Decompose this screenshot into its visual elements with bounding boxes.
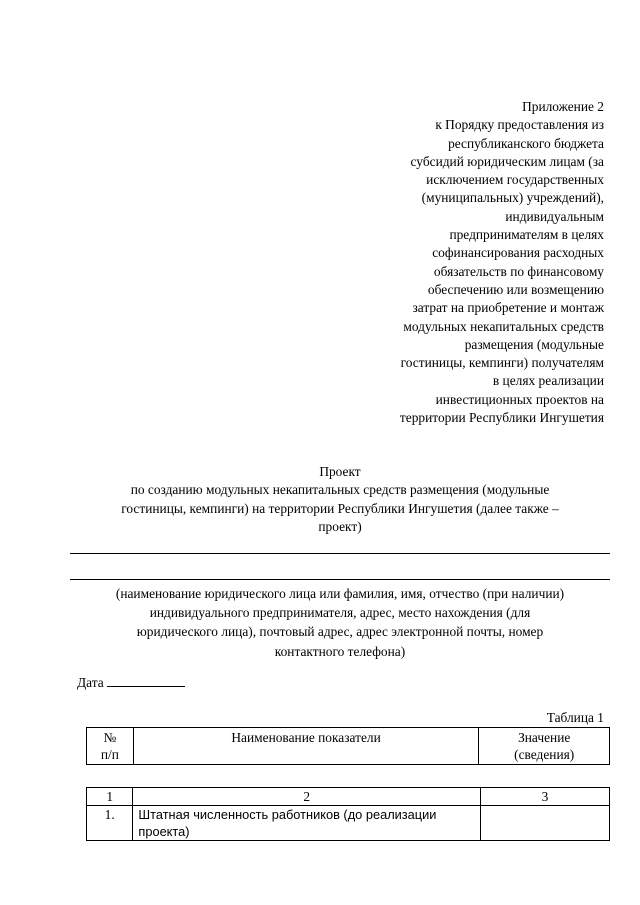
note-line: (наименование юридического лица или фамилия, имя, отчество (при наличии) bbox=[115, 586, 565, 601]
appendix-line: обязательств по финансовому bbox=[433, 263, 604, 279]
appendix-line: модульных некапитальных средств bbox=[403, 318, 604, 334]
note-line: юридического лица), почтовый адрес, адрес электронной почты, номер bbox=[136, 624, 544, 640]
title-line: Проект bbox=[319, 464, 361, 479]
fill-in-line bbox=[70, 579, 610, 580]
appendix-line: софинансирования расходных bbox=[432, 245, 604, 261]
data-table bbox=[86, 787, 610, 841]
appendix-line: исключением государственных bbox=[426, 172, 604, 188]
table-cell-value[interactable] bbox=[480, 806, 609, 841]
title-line: по созданию модульных некапитальных средств размещения (модульные bbox=[130, 482, 550, 498]
document-title bbox=[70, 463, 610, 536]
note-line: индивидуального предпринимателя, адрес, место нахождения (для bbox=[149, 605, 531, 621]
appendix-line: затрат на приобретение и монтаж bbox=[412, 300, 604, 316]
header-number-line: № bbox=[103, 730, 117, 745]
note-line: контактного телефона) bbox=[274, 643, 406, 659]
appendix-heading bbox=[304, 98, 604, 427]
appendix-line: Приложение 2 bbox=[522, 99, 604, 114]
fill-in-line bbox=[70, 553, 610, 554]
appendix-line: субсидий юридическим лицам (за bbox=[410, 153, 604, 169]
header-number-line: п/п bbox=[100, 747, 119, 762]
appendix-line: в целях реализации bbox=[492, 373, 604, 389]
appendix-line: республиканского бюджета bbox=[448, 135, 604, 151]
title-line: гостиницы, кемпинги) на территории Республики Ингушетия (далее также – bbox=[121, 500, 559, 516]
table-cell: 3 bbox=[480, 788, 609, 806]
header-indicator: Наименование показатели bbox=[133, 728, 479, 765]
cell-line: Штатная численность работников (до реализации bbox=[138, 807, 437, 822]
appendix-line: гостиницы, кемпинги) получателям bbox=[400, 355, 604, 371]
appendix-line: предпринимателям в целях bbox=[449, 227, 604, 243]
appendix-line: инвестиционных проектов на bbox=[435, 391, 604, 407]
table-cell: 1 bbox=[87, 788, 133, 806]
table-row bbox=[87, 806, 610, 841]
table-cell: 1. bbox=[87, 806, 133, 841]
table-cell: 2 bbox=[133, 788, 481, 806]
header-value-line: (сведения) bbox=[514, 747, 575, 762]
table-cell bbox=[133, 806, 481, 841]
appendix-line: территории Республики Ингушетия bbox=[399, 410, 604, 426]
appendix-line: индивидуальным bbox=[505, 208, 604, 224]
appendix-line: к Порядку предоставления из bbox=[435, 117, 604, 133]
applicant-note bbox=[70, 584, 610, 661]
appendix-line: размещения (модульные bbox=[464, 336, 604, 352]
table-label: Таблица 1 bbox=[546, 710, 604, 725]
title-line: проект) bbox=[318, 518, 362, 534]
table-header bbox=[86, 727, 610, 765]
appendix-line: обеспечению или возмещению bbox=[427, 281, 604, 297]
table-row bbox=[87, 788, 610, 806]
appendix-line: (муниципальных) учреждений), bbox=[421, 190, 604, 206]
date-label: Дата bbox=[77, 675, 104, 690]
cell-line: проекта) bbox=[138, 824, 190, 839]
date-blank bbox=[107, 673, 185, 687]
header-value bbox=[479, 728, 610, 765]
header-value-line: Значение bbox=[518, 730, 571, 745]
header-number bbox=[87, 728, 134, 765]
date-field bbox=[77, 673, 185, 691]
